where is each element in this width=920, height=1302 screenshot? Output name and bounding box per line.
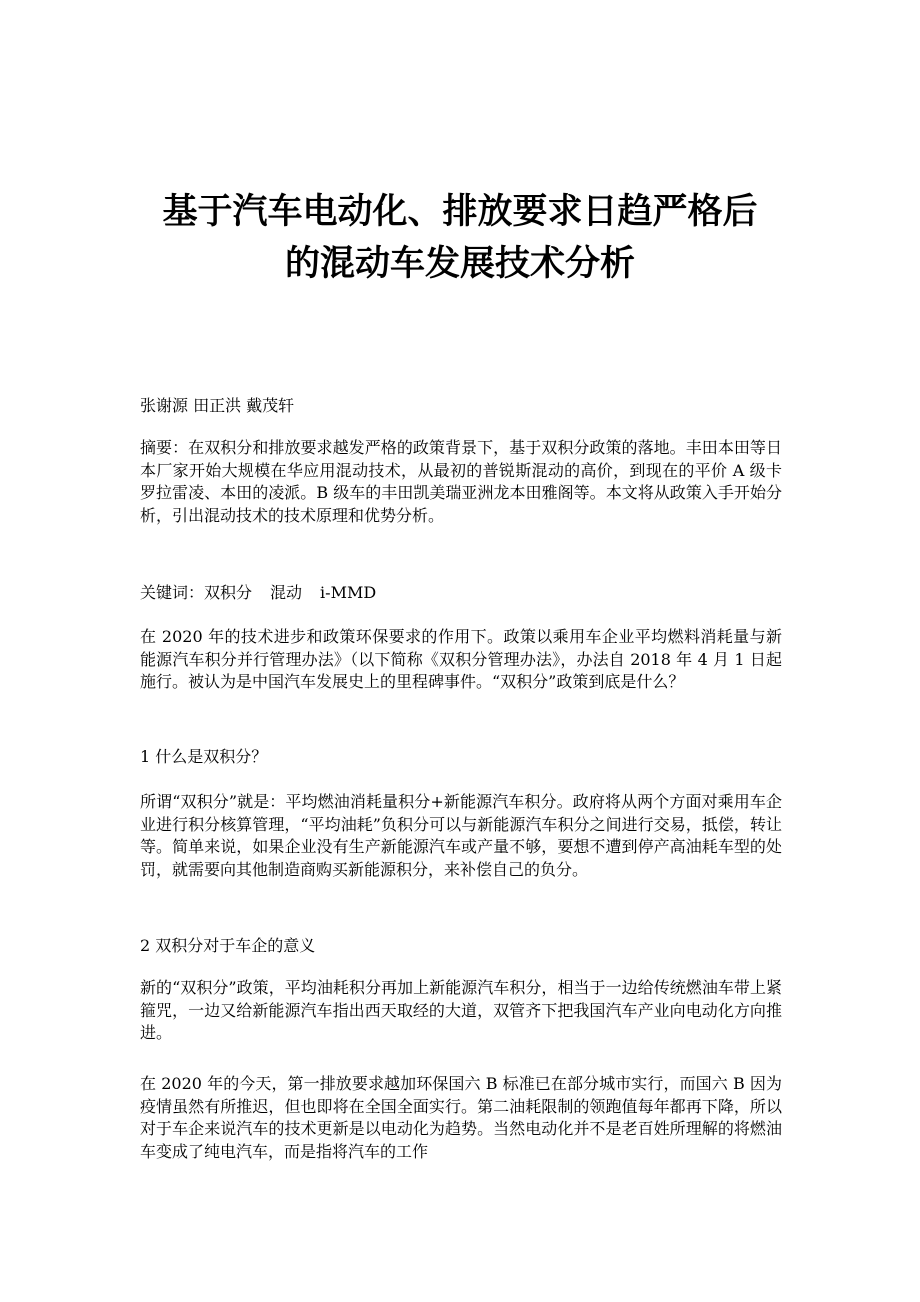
keyword-item: i-MMD xyxy=(320,583,377,602)
abstract: 摘要：在双积分和排放要求越发严格的政策背景下，基于双积分政策的落地。丰田本田等日本厂家开始大规模在华应用混动技术，从最初的普锐斯混动的高价，到现在的平价 A 级卡罗拉雷凌、本田的凌派。B 级车的丰田凯美瑞亚洲龙本田雅阁等。本文将从政策入手开始分析，引出混动技术的技术原理和优势分析。 xyxy=(140,438,782,525)
authors: 张谢源 田正洪 戴茂轩 xyxy=(140,396,295,415)
section-2-heading: 2 双积分对于车企的意义 xyxy=(140,936,316,955)
keywords-label: 关键词： xyxy=(140,583,205,602)
section-2-paragraph-1: 新的“双积分”政策，平均油耗积分再加上新能源汽车积分，相当于一边给传统燃油车带上紧箍咒，一边又给新能源汽车指出西天取经的大道，双管齐下把我国汽车产业向电动化方向推进。 xyxy=(140,978,782,1042)
section-2-paragraph-2: 在 2020 年的今天，第一排放要求越加环保国六 B 标准已在部分城市实行，而国六 B 因为疫情虽然有所推迟，但也即将在全国全面实行。第二油耗限制的领跑值每年都再下降，所以对于车企来说汽车的技术更新是以电动化为趋势。当然电动化并不是老百姓所理解的将燃油车变成了纯电汽车，而是指将汽车的工作 xyxy=(140,1074,782,1161)
title-line-2: 的混动车发展技术分析 xyxy=(284,244,635,284)
intro-paragraph: 在 2020 年的技术进步和政策环保要求的作用下。政策以乘用车企业平均燃料消耗量与新能源汽车积分并行管理办法》（以下简称《双积分管理办法》，办法自 2018 年 4 月 1 日起施行。被认为是中国汽车发展史上的里程碑事件。“双积分”政策到底是什么？ xyxy=(140,627,782,691)
section-1-paragraph: 所谓“双积分”就是：平均燃油消耗量积分+新能源汽车积分。政府将从两个方面对乘用车企业进行积分核算管理，“平均油耗”负积分可以与新能源汽车积分之间进行交易，抵偿，转让等。简单来说，如果企业没有生产新能源汽车或产量不够，要想不遭到停产高油耗车型的处罚，就需要向其他制造商购买新能源积分，来补偿自己的负分。 xyxy=(140,792,782,879)
keywords xyxy=(140,582,782,605)
keyword-item: 双积分 xyxy=(204,583,253,602)
section-1-heading: 1 什么是双积分？ xyxy=(140,747,268,766)
keyword-item: 混动 xyxy=(270,583,303,602)
title-line-1: 基于汽车电动化、排放要求日趋严格后 xyxy=(162,192,758,232)
document-title xyxy=(0,186,920,290)
